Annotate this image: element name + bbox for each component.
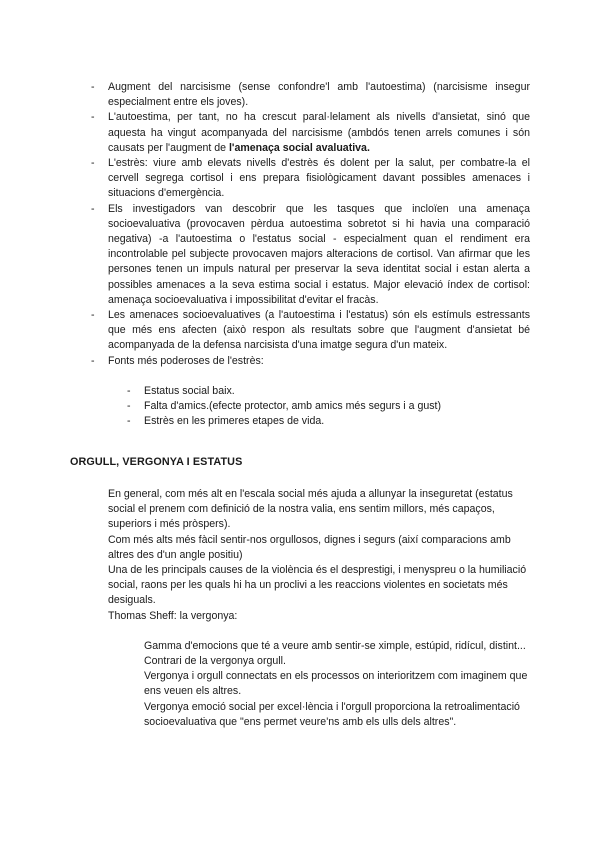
list-item: - Les amenaces socioevaluatives (a l'autoestima i l'estatus) són els estímuls estressants que més ens afecten (això respon als resultats sobre que l'augment d'ansietat bé acompanyada de la defensa narcisista d'una imatge segura d'un mateix. <box>108 308 530 354</box>
sub-list-item: Vergonya i orgull connectats en els processos on interioritzem com imaginem que ens veuen els altres. <box>144 670 528 698</box>
sub-list-item: Gamma d'emocions que té a veure amb sentir-se ximple, estúpid, ridícul, distint... <box>144 639 526 652</box>
sub-list-stress-sources <box>108 384 530 430</box>
sub-list-item: - Estatus social baix. <box>144 384 530 399</box>
bullet-list-pride <box>108 487 530 730</box>
sub-list-item: Vergonya emoció social per excel·lència i l'orgull proporciona la retroalimentació socioevaluativa que "ens permet veure'ns amb els ulls dels altres". <box>144 700 520 728</box>
list-item <box>108 110 530 156</box>
section-heading: ORGULL, VERGONYA I ESTATUS <box>70 456 243 468</box>
list-item: - Augment del narcisisme (sense confondre'l amb l'autoestima) (narcisisme insegur especialment entre els joves). <box>108 80 530 110</box>
list-item-text: L'autoestima, per tant, no ha crescut paral·lelament als nivells d'ansietat, sinó que aquesta ha vingut acompanyada del narcisisme (ambdós tenen arrels comunes i són causats per l'augment de <box>108 111 530 154</box>
list-item-text: Fonts més poderoses de l'estrès: <box>108 354 264 367</box>
list-item: - L'estrès: viure amb elevats nivells d'estrès és dolent per la salut, per combatre-la el cervell segrega cortisol i ens prepara fisiològicament davant possibles amenaces i situacions d'emergència. <box>108 156 530 202</box>
bullet-list-stress <box>108 80 530 429</box>
bold-text: l'amenaça social avaluativa. <box>228 141 370 154</box>
sub-list-item: Contrari de la vergonya orgull. <box>144 655 286 668</box>
list-item-text: Thomas Sheff: la vergonya: <box>108 609 238 622</box>
list-item: En general, com més alt en l'escala social més ajuda a allunyar la inseguretat (estatus social el prenem com definició de la nostra valia, ens sentim millors, més capaços, superiors i més pròspers). <box>108 488 513 531</box>
list-item: Com més alts més fàcil sentir-nos orgullosos, dignes i segurs (així comparacions amb altres des d'un angle positiu) <box>108 533 511 561</box>
list-item: Una de les principals causes de la violència és el desprestigi, i menyspreu o la humiliació social, raons per les quals hi ha un proclivi a les reaccions violentes en societats més desiguals. <box>108 564 527 607</box>
list-item <box>108 609 530 730</box>
sub-list-shame <box>108 639 530 730</box>
sub-list-item: - Falta d'amics.(efecte protector, amb amics més segurs i a gust) <box>144 399 530 414</box>
list-item <box>108 354 530 430</box>
sub-list-item: - Estrès en les primeres etapes de vida. <box>144 414 530 429</box>
list-item: - Els investigadors van descobrir que les tasques que incloïen una amenaça socioevaluativa (provocaven pèrdua autoestima sobretot si hi havia una comparació negativa) -a l'autoestima o l'estatus social - especialment quan el rendiment era incontrolable pel subjecte provocaven majors alteracions de cortisol. Van afirmar que les persones tenen un impuls natural per preservar la seva identitat social i estan alerta a possibles amenaces a la seva estima social i estatus. Major elevació índex de cortisol: amenaça socioevaluativa i impossibilitat d'evitar el fracàs. <box>108 202 530 308</box>
